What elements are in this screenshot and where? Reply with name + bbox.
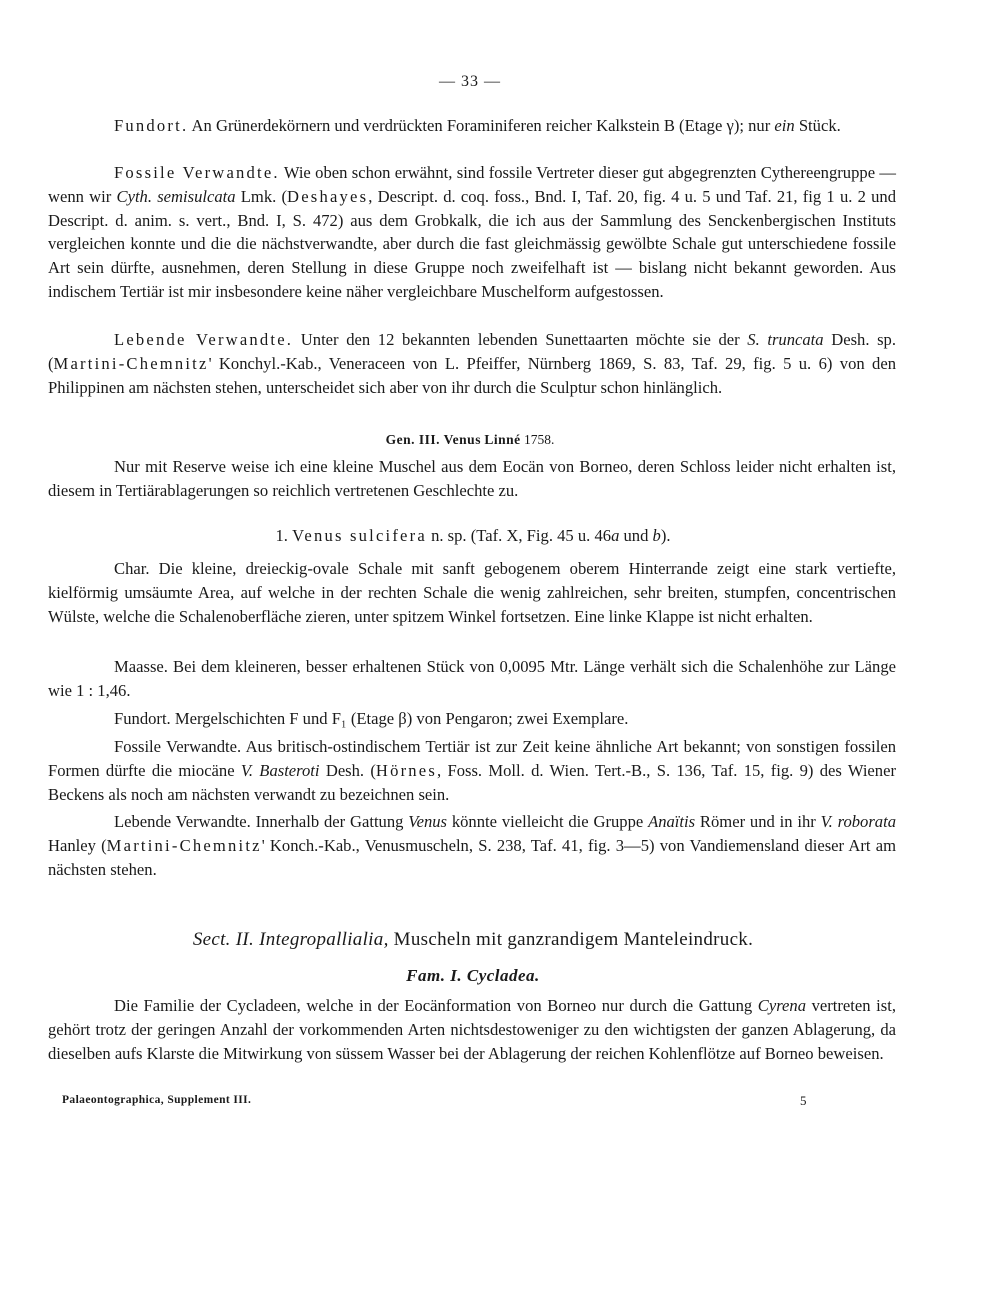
lebende-taxon-2: V. roborata (820, 812, 897, 831)
fundort-ein: ein (774, 116, 795, 135)
fossile-text-2: , Foss. Moll. d. Wien. Tert.-B., S. 136, Taf. 15, fig. 9) des Wiener Beckens als noch am nächsten verwandt zu bezeichnen sein. (48, 760, 896, 804)
fundort-paragraph-2 (48, 707, 896, 731)
species-ref: ). (660, 526, 671, 545)
lebende-verwandte-paragraph-2 (48, 810, 896, 881)
genus-intro-paragraph: Nur mit Reserve weise ich eine kleine Muschel aus dem Eocän von Borneo, deren Schloss leider nicht erhalten ist, diesem in Tertiärablagerungen so reichlich vertretenen Geschlechte zu. (48, 457, 896, 500)
fossile-text-2: Aus britisch-ostindischem Tertiär ist zur Zeit keine ähnliche Art bekannt; von sonstigen fossilen Formen dürfte die miocäne (48, 737, 896, 780)
species-name: Venus sulcifera (292, 526, 427, 545)
lebende-author: Martini-Chemnitz (53, 353, 209, 373)
fossile-taxon: Cyth. semisulcata (116, 186, 236, 206)
fossile-text-2: Desh. ( (319, 760, 376, 780)
fundort-text-2: Mergelschichten F und F₁ (Etage β) von Pengaron; zwei Exemplare. (170, 709, 629, 728)
fundort-label-2: Fundort. (114, 709, 171, 728)
lebende-taxon: S. truncata (747, 330, 824, 349)
genus-heading (0, 428, 940, 452)
fossile-text: , Descript. d. coq. foss., Bnd. I, Taf. 20, fig. 4 u. 5 und Taf. 21, fig 1 u. 2 und Descript. d. anim. s. vert., Bnd. I, S. 472) aus dem Grobkalk, die ich aus der Sammlung des Senckenbergischen Instituts vergleichen konnte und die die nächstverwandte, aber durch die fast gleichmässig gewölbte Schale gut unterschiedene fossile Art sein dürfte, ausnehmen, deren Stellung in diese Gruppe noch zweifelhaft ist — bislang nicht bekannt geworden. Aus indischem Tertiär ist mir insbesondere keine näher vergleichbare Muschelform aufgestossen. (48, 186, 897, 301)
footer-journal: Palaeontographica, Supplement III. (62, 1094, 252, 1106)
page-number: — 33 — (439, 73, 501, 90)
family-intro-text: vertreten ist, gehört trotz der geringen Anzahl der vorkommenden Arten nichtsdestoweniger zu den wichtigsten der ganzen Ablagerung, da dieselben aufs Klarste die Mitwirkung von süssem Wasser bei der Ablagerung der reichen Kohlenflötze auf Borneo beweisen. (48, 996, 896, 1063)
family-intro-paragraph (48, 994, 896, 1065)
lebende-text-2: Innerhalb der Gattung (250, 812, 409, 831)
fundort-text: An Grünerdekörnern und verdrückten Foraminiferen reicher Kalkstein B (Etage γ); nur (191, 116, 775, 135)
lebende-label-2: Lebende Verwandte. (114, 812, 251, 831)
lebende-text-2: ' Konch.-Kab., Venusmuscheln, S. 238, Taf. 41, fig. 3—5) von Vandiemensland dieser Art am nächsten stehen. (48, 835, 897, 879)
lebende-text-2: könnte vielleicht die Gruppe (447, 812, 649, 831)
fossile-label-2: Fossile Verwandte. (114, 737, 242, 756)
section-number: Sect. II. (192, 929, 255, 950)
genus-heading-year: 1758. (520, 432, 555, 447)
genus-heading-author: Linné (484, 432, 521, 447)
genus-heading-name: Gen. III. Venus (385, 432, 481, 447)
species-ref: und (619, 526, 653, 545)
fundort-label: Fundort. (114, 116, 189, 135)
fossile-verwandte-paragraph (48, 161, 896, 304)
fossile-label: Fossile Verwandte. (114, 163, 280, 182)
family-intro-text: Die Familie der Cycladeen, welche in der Eocänformation von Borneo nur durch die Gattung (114, 996, 758, 1015)
fossile-taxon-2: V. Basteroti (240, 760, 320, 780)
lebende-author-2: Martini-Chemnitz (106, 835, 262, 855)
section-description: Muscheln mit ganzrandigem Manteleindruck. (388, 929, 754, 950)
lebende-text: Desh. sp. ( (48, 330, 897, 373)
fossile-author-2: Hörnes (375, 760, 438, 780)
lebende-verwandte-paragraph (48, 328, 896, 399)
lebende-text-2: Römer und in ihr (695, 812, 821, 831)
maasse-paragraph (48, 655, 896, 703)
fossile-author: Deshayes (287, 186, 369, 206)
species-number: 1. (275, 526, 288, 545)
species-heading (0, 524, 946, 548)
lebende-text: Unter den 12 bekannten lebenden Sunettaarten möchte sie der (293, 330, 748, 349)
char-label: Char. (114, 559, 150, 578)
lebende-genus-2: Venus (408, 812, 447, 831)
lebende-text-2: Hanley ( (48, 835, 107, 855)
section-heading (0, 928, 946, 952)
fossile-verwandte-paragraph-2 (48, 735, 896, 806)
family-heading: Fam. I. Cycladea. (406, 966, 540, 985)
fundort-tail: Stück. (794, 116, 841, 135)
lebende-group-2: Anaïtis (648, 812, 696, 831)
fundort-paragraph (48, 114, 896, 138)
lebende-label: Lebende Verwandte. (114, 330, 294, 349)
lebende-text: ' Konchyl.-Kab., Veneraceen von L. Pfeiffer, Nürnberg 1869, S. 83, Taf. 29, fig. 5 u. 6) von den Philippinen am nächsten stehen, unterscheidet sich aber von ihr durch die Sculptur schon hinlänglich. (48, 353, 896, 397)
maasse-text: Bei dem kleineren, besser erhaltenen Stück von 0,0095 Mtr. Länge verhält sich die Schalenhöhe zur Länge wie 1 : 1,46. (48, 657, 896, 700)
fossile-text: Lmk. ( (235, 186, 288, 206)
species-ref-a: a (611, 526, 620, 545)
species-ref-b: b (652, 526, 661, 545)
footer-signature: 5 (800, 1093, 807, 1108)
species-ref: n. sp. (Taf. X, Fig. 45 u. 46 (426, 526, 612, 545)
char-text: Die kleine, dreieckig-ovale Schale mit sanft gebogenem oberem Hinterrande zeigt eine stark vertiefte, kielförmig umsäumte Area, auf welche in der rechten Schale die wenig zahlreichen, sehr breiten, stumpfen, concentrischen Wülste, welche die Schalenoberfläche zieren, unter spitzem Winkel fortsetzen. Eine linke Klappe ist nicht erhalten. (48, 559, 896, 626)
char-paragraph (48, 557, 896, 628)
family-intro-genus: Cyrena (757, 996, 806, 1015)
section-name: Integropallialia, (259, 929, 389, 950)
fossile-text: Wie oben schon erwähnt, sind fossile Vertreter dieser gut abgegrenzten Cythereengruppe — wenn wir (48, 163, 896, 206)
maasse-label: Maasse. (114, 657, 168, 676)
